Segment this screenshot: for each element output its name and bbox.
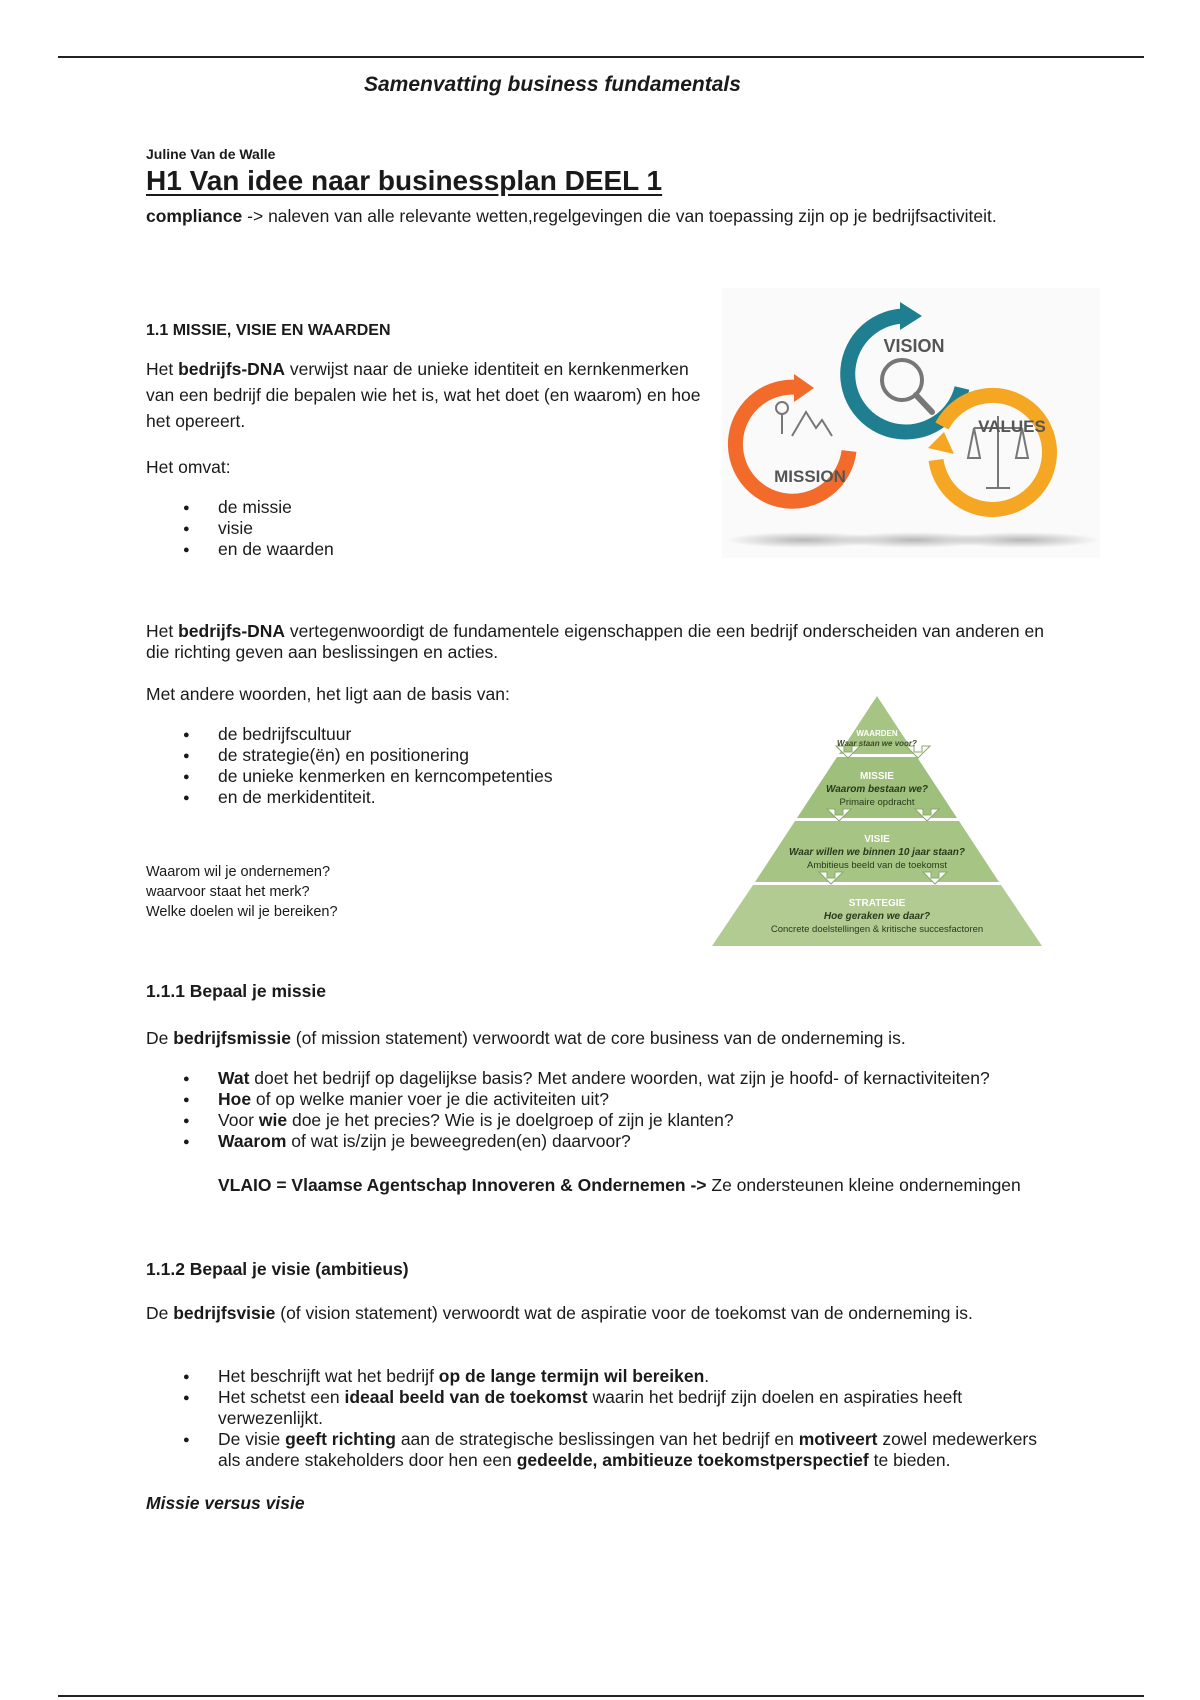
vision-label: VISION bbox=[883, 336, 945, 356]
item-text: Voor bbox=[218, 1110, 259, 1130]
question: waarvoor staat het merk? bbox=[146, 884, 310, 900]
item-text: . bbox=[704, 1366, 710, 1386]
p1-text-a: Het bbox=[146, 359, 179, 379]
pyramid-title: VISIE bbox=[864, 834, 890, 845]
item-text: doet het bedrijf op dagelijkse basis? Met andere woorden, wat zijn je hoofd- of kernactiviteiten? bbox=[249, 1068, 990, 1088]
item-text: of wat is/zijn je beweegreden(en) daarvoor? bbox=[286, 1131, 631, 1151]
list-item: ● de strategie(ën) en positionering bbox=[146, 745, 706, 766]
item-text: zowel medewerkers als andere stakeholders door hen een bbox=[218, 1429, 1037, 1470]
list-item bbox=[146, 1068, 1026, 1089]
section-1-1-heading: 1.1 MISSIE, VISIE EN WAARDEN bbox=[146, 322, 391, 339]
chapter-title: H1 Van idee naar businessplan DEEL 1 bbox=[146, 165, 663, 196]
item-text: Het beschrijft wat het bedrijf bbox=[218, 1366, 439, 1386]
pyramid-question: Waar staan we voor? bbox=[837, 739, 917, 748]
visie-list bbox=[146, 1366, 1046, 1471]
pyramid-question: Waarom bestaan we? bbox=[825, 784, 929, 795]
missie-list bbox=[146, 1068, 1026, 1152]
intro-text-c: (of mission statement) verwoordt wat de core business van de onderneming is. bbox=[290, 1028, 906, 1048]
item-text: Het schetst een bbox=[218, 1387, 345, 1407]
list-item: ● de unieke kenmerken en kerncompetenties bbox=[146, 766, 706, 787]
list-item: ● de bedrijfscultuur bbox=[146, 724, 706, 745]
intro-text-a: De bbox=[146, 1303, 174, 1323]
item-text: te bieden. bbox=[868, 1450, 951, 1470]
list-item bbox=[146, 1110, 1026, 1131]
item-text: De visie bbox=[218, 1429, 286, 1449]
header-rule bbox=[58, 56, 1144, 58]
intro-text-c: (of vision statement) verwoordt wat de aspiratie voor de toekomst van de onderneming is. bbox=[275, 1303, 973, 1323]
bedrijfsvisie-intro bbox=[146, 1303, 986, 1324]
document-title: Samenvatting business fundamentals bbox=[364, 73, 741, 96]
item-bold: Waarom bbox=[218, 1131, 287, 1151]
item-bold: ideaal beeld van de toekomst bbox=[344, 1387, 588, 1407]
compliance-definition bbox=[146, 203, 1006, 229]
intro-bold: bedrijfsvisie bbox=[173, 1303, 276, 1323]
compliance-text: -> naleven van alle relevante wetten,regelgevingen die van toepassing zijn op je bedrijfsactiviteit. bbox=[242, 206, 997, 226]
mission-label: MISSION bbox=[774, 467, 846, 486]
item-bold: op de lange termijn wil bereiken bbox=[438, 1366, 705, 1386]
pyramid-title: STRATEGIE bbox=[848, 898, 906, 909]
section-1-1-1-heading: 1.1.1 Bepaal je missie bbox=[146, 981, 326, 1001]
list-item bbox=[146, 1089, 1026, 1110]
omvat-label: Het omvat: bbox=[146, 457, 231, 477]
mission-vision-values-diagram bbox=[722, 288, 1100, 558]
bedrijfsmissie-intro bbox=[146, 1025, 1066, 1051]
pyramid-title: MISSIE bbox=[860, 771, 894, 782]
pyramid-question: Waar willen we binnen 10 jaar staan? bbox=[789, 847, 965, 858]
list-item bbox=[146, 1131, 1026, 1152]
basis-label: Met andere woorden, het ligt aan de basis van: bbox=[146, 684, 510, 704]
omvat-list bbox=[146, 497, 646, 560]
p2-text-c: vertegenwoordigt de fundamentele eigenschappen die een bedrijf onderscheiden van anderen en die richting geven aan beslissingen en acties. bbox=[146, 621, 1044, 662]
p2-bold: bedrijfs-DNA bbox=[178, 621, 286, 641]
item-bold: geeft richting bbox=[285, 1429, 396, 1449]
list-item bbox=[146, 1387, 1046, 1429]
list-item bbox=[146, 1429, 1046, 1471]
item-bold: wie bbox=[258, 1110, 288, 1130]
missie-versus-visie-label: Missie versus visie bbox=[146, 1493, 305, 1513]
vlaio-text: Ze ondersteunen kleine ondernemingen bbox=[706, 1175, 1021, 1195]
vlaio-bold: VLAIO = Vlaamse Agentschap Innoveren & Ondernemen -> bbox=[218, 1175, 707, 1195]
item-bold: motiveert bbox=[798, 1429, 878, 1449]
pyramid-sub: Ambitieus beeld van de toekomst bbox=[807, 860, 947, 871]
bedrijfs-dna-paragraph-2 bbox=[146, 621, 1046, 663]
values-label: VALUES bbox=[978, 417, 1046, 436]
pyramid-diagram bbox=[650, 696, 1104, 948]
list-item: ● de missie bbox=[146, 497, 646, 518]
compliance-term: compliance bbox=[146, 206, 243, 226]
intro-text-a: De bbox=[146, 1028, 174, 1048]
item-text: of op welke manier voer je die activiteiten uit? bbox=[251, 1089, 610, 1109]
p1-bold: bedrijfs-DNA bbox=[178, 359, 286, 379]
footer-rule bbox=[58, 1695, 1144, 1697]
pyramid-title: WAARDEN bbox=[856, 729, 898, 738]
list-item: ● en de waarden bbox=[146, 539, 646, 560]
shadow bbox=[944, 532, 1100, 548]
question: Waarom wil je ondernemen? bbox=[146, 864, 331, 880]
list-item: ● visie bbox=[146, 518, 646, 539]
vlaio-note bbox=[146, 1172, 1098, 1198]
list-item bbox=[146, 1366, 1046, 1387]
item-bold: Wat bbox=[218, 1068, 250, 1088]
basis-list bbox=[146, 724, 706, 808]
p1-text-c: verwijst naar de unieke identiteit en kernkenmerken van een bedrijf die bepalen wie het is, wat het doet (en waarom) en hoe het opereert. bbox=[146, 359, 701, 431]
question: Welke doelen wil je bereiken? bbox=[146, 904, 338, 920]
author-name: Juline Van de Walle bbox=[146, 146, 276, 162]
guiding-questions bbox=[146, 862, 338, 922]
item-text: doe je het precies? Wie is je doelgroep of zijn je klanten? bbox=[287, 1110, 734, 1130]
item-bold: Hoe bbox=[218, 1089, 252, 1109]
intro-bold: bedrijfsmissie bbox=[173, 1028, 291, 1048]
list-item: ● en de merkidentiteit. bbox=[146, 787, 706, 808]
pyramid-question: Hoe geraken we daar? bbox=[823, 911, 931, 922]
item-bold: gedeelde, ambitieuze toekomstperspectief bbox=[516, 1450, 869, 1470]
item-text: aan de strategische beslissingen van het bedrijf en bbox=[395, 1429, 799, 1449]
pyramid-sub: Concrete doelstellingen & kritische succesfactoren bbox=[770, 924, 984, 935]
pyramid-sub: Primaire opdracht bbox=[839, 797, 915, 808]
bedrijfs-dna-paragraph bbox=[146, 356, 716, 434]
item-text: waarin het bedrijf zijn doelen en aspiraties heeft verwezenlijkt. bbox=[218, 1387, 963, 1428]
section-1-1-2-heading: 1.1.2 Bepaal je visie (ambitieus) bbox=[146, 1259, 409, 1279]
p2-text-a: Het bbox=[146, 621, 179, 641]
